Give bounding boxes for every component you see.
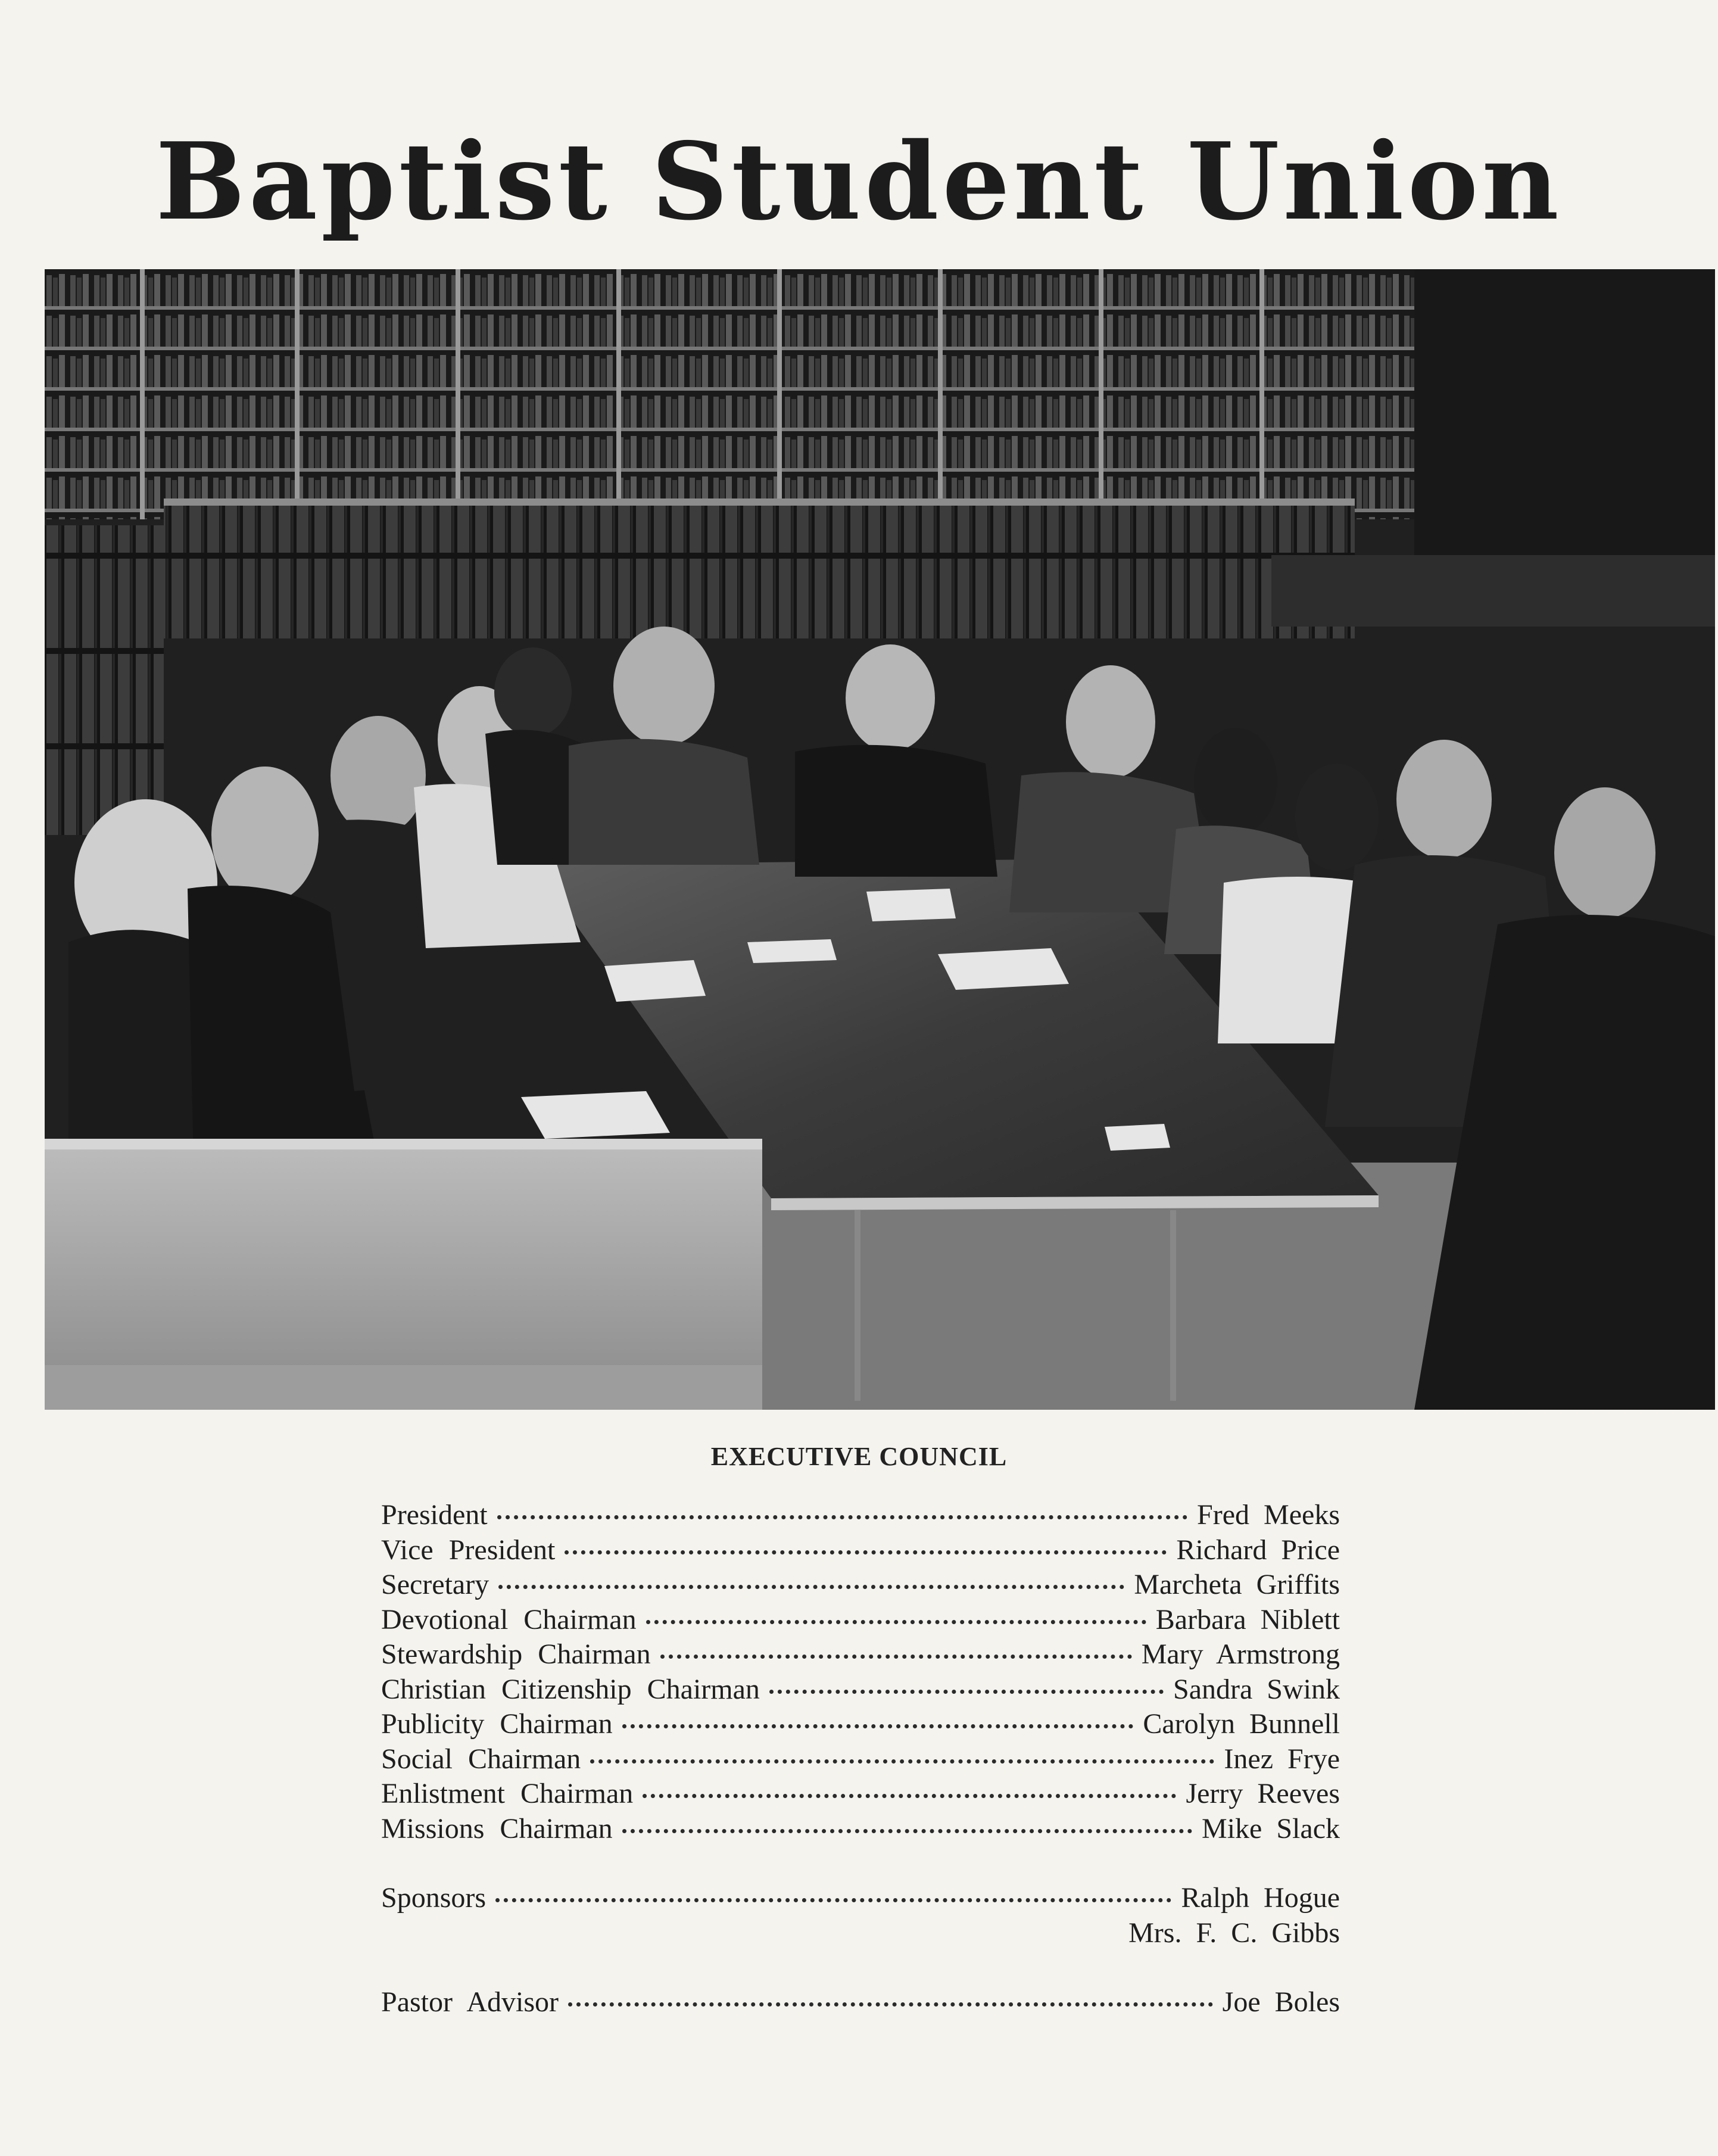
office-title: Devotional Chairman [381,1603,637,1635]
office-title: Vice President [381,1534,556,1566]
officer-row [381,1568,1340,1603]
dot-leader [646,1620,1146,1624]
office-title: Stewardship Chairman [381,1638,651,1670]
officer-name: Jerry Reeves [1186,1778,1340,1809]
officer-name: Fred Meeks [1197,1499,1340,1531]
dot-leader [622,1829,1192,1833]
sponsor-name: Ralph Hogue [1181,1882,1340,1914]
dot-leader [498,1585,1124,1589]
spacer [381,1951,1340,1985]
office-title: Christian Citizenship Chairman [381,1673,760,1705]
officer-row [381,1603,1340,1638]
officer-row [381,1777,1340,1812]
pastor-row [381,1985,1340,2020]
officer-name: Richard Price [1176,1534,1340,1566]
officer-roster [381,1498,1340,2020]
office-title: Publicity Chairman [381,1708,613,1740]
sponsor-name: Mrs. F. C. Gibbs [1128,1917,1340,1949]
dot-leader [568,2002,1213,2007]
officer-name: Carolyn Bunnell [1143,1708,1340,1740]
dot-leader [660,1655,1132,1659]
dot-leader [495,1898,1171,1902]
office-title: Secretary [381,1569,489,1600]
office-title: Sponsors [381,1882,487,1914]
dot-leader [590,1759,1214,1764]
officer-name: Sandra Swink [1173,1673,1340,1705]
office-title: President [381,1499,488,1531]
page-title: Baptist Student Union [155,119,1563,244]
officer-row [381,1533,1340,1568]
officer-row [381,1707,1340,1742]
officer-row [381,1672,1340,1708]
officer-row [381,1637,1340,1672]
group-meeting-photo [45,269,1715,1410]
officer-name: Inez Frye [1224,1743,1340,1775]
office-title: Pastor Advisor [381,1986,559,2018]
officer-row [381,1812,1340,1847]
section-heading: EXECUTIVE COUNCIL [710,1442,1008,1471]
photo-illustration [45,269,1715,1410]
office-title: Social Chairman [381,1743,581,1775]
officer-row [381,1742,1340,1777]
dot-leader [497,1515,1187,1519]
dot-leader [622,1724,1134,1728]
officer-row [381,1498,1340,1533]
sponsors-row-continued [381,1916,1340,1951]
office-title: Enlistment Chairman [381,1778,634,1809]
office-title: Missions Chairman [381,1812,613,1845]
dot-leader [769,1690,1164,1694]
sponsors-row [381,1881,1340,1916]
spacer [381,1846,1340,1881]
dot-leader [643,1794,1176,1798]
officer-name: Mike Slack [1202,1812,1340,1845]
officer-name: Marcheta Griffits [1134,1569,1340,1600]
officer-name: Mary Armstrong [1141,1638,1340,1670]
pastor-name: Joe Boles [1222,1986,1340,2018]
dot-leader [565,1550,1167,1554]
officer-name: Barbara Niblett [1155,1603,1340,1635]
